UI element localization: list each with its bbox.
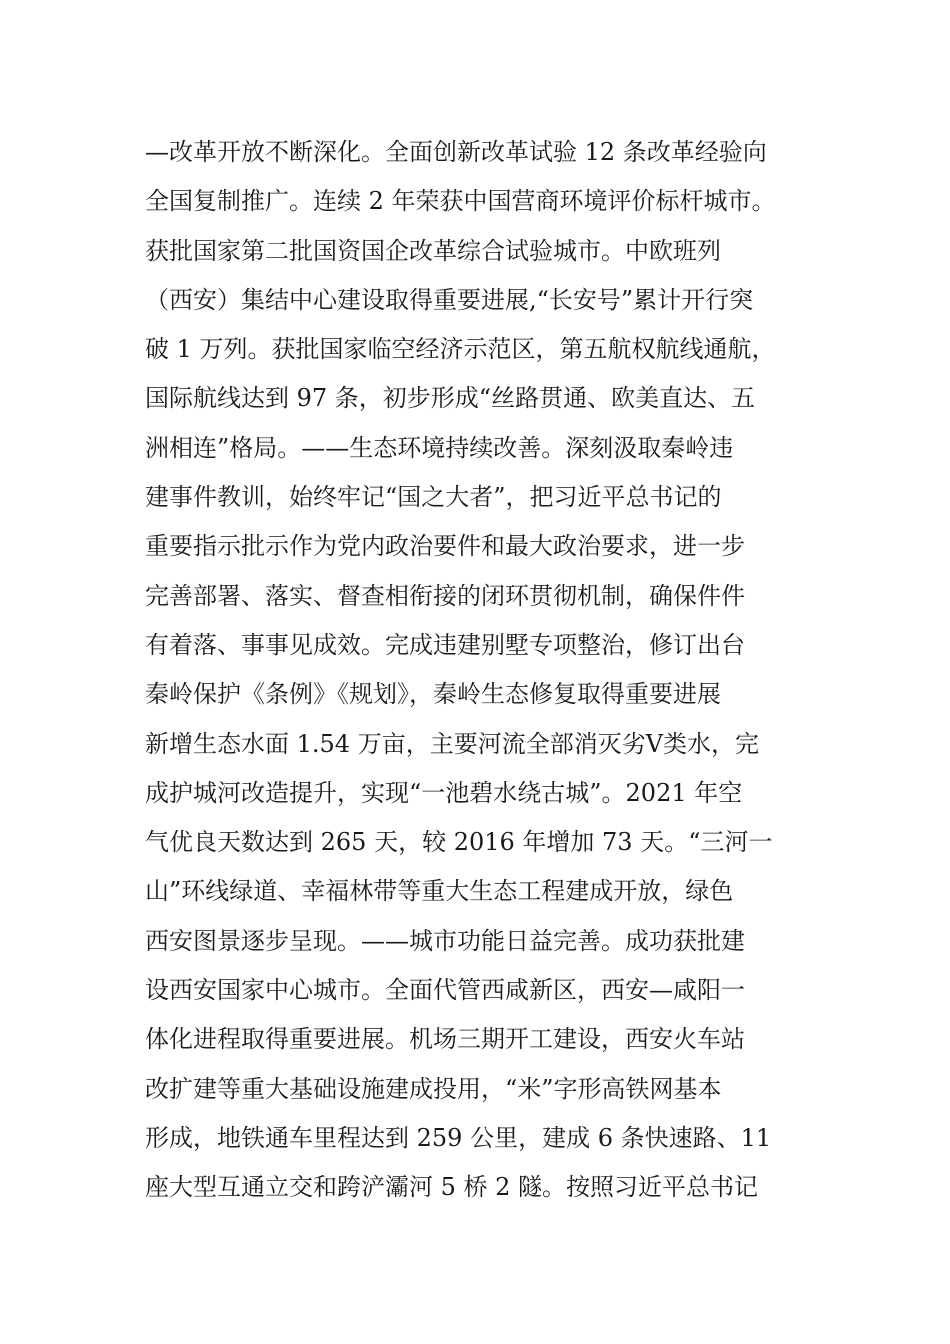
text-line-15: 气优良天数达到 265 天，较 2016 年增加 73 天。“三河一 <box>145 828 773 857</box>
text-line-1: —改革开放不断深化。全面创新改革试验 12 条改革经验向 <box>145 138 767 166</box>
text-line-5: 破 1 万列。获批国家临空经济示范区，第五航权航线通航， <box>145 335 776 364</box>
text-line-18: 设西安国家中心城市。全面代管西咸新区，西安—咸阳一 <box>145 976 745 1005</box>
text-line-9: 重要指示批示作为党内政治要件和最大政治要求，进一步 <box>145 532 745 561</box>
text-line-4: （西安）集结中心建设取得重要进展,“长安号”累计开行突 <box>145 285 754 314</box>
text-line-14: 成护城河改造提升，实现“一池碧水绕古城”。2021 年空 <box>145 778 743 807</box>
text-line-19: 体化进程取得重要进展。机场三期开工建设，西安火车站 <box>145 1025 745 1054</box>
text-line-8: 建事件教训，始终牢记“国之大者”，把习近平总书记的 <box>145 483 722 512</box>
text-line-13: 新增生态水面 1.54 万亩，主要河流全部消灭劣Ⅴ类水，完 <box>145 729 760 758</box>
text-line-20: 改扩建等重大基础设施建成投用，“米”字形高铁网基本 <box>145 1074 722 1103</box>
text-line-22: 座大型互通立交和跨浐灞河 5 桥 2 隧。按照习近平总书记 <box>145 1173 759 1202</box>
text-line-6: 国际航线达到 97 条，初步形成“丝路贯通、欧美直达、五 <box>145 384 756 413</box>
body-paragraph <box>145 128 845 1213</box>
text-line-16: 山”环线绿道、幸福林带等重大生态工程建成开放，绿色 <box>145 877 734 906</box>
text-line-7: 洲相连”格局。——生态环境持续改善。深刻汲取秦岭违 <box>145 433 734 462</box>
text-line-2: 全国复制推广。连续 2 年荣获中国营商环境评价标杆城市。 <box>145 187 776 216</box>
text-line-21: 形成，地铁通车里程达到 259 公里，建成 6 条快速路、11 <box>145 1123 772 1152</box>
text-line-12: 秦岭保护《条例》《规划》，秦岭生态修复取得重要进展 <box>145 680 721 709</box>
text-line-11: 有着落、事事见成效。完成违建别墅专项整治，修订出台 <box>145 630 745 659</box>
text-line-10: 完善部署、落实、督查相衔接的闭环贯彻机制，确保件件 <box>145 581 745 610</box>
text-line-17: 西安图景逐步呈现。——城市功能日益完善。成功获批建 <box>145 926 745 955</box>
text-line-3: 获批国家第二批国资国企改革综合试验城市。中欧班列 <box>145 236 721 265</box>
